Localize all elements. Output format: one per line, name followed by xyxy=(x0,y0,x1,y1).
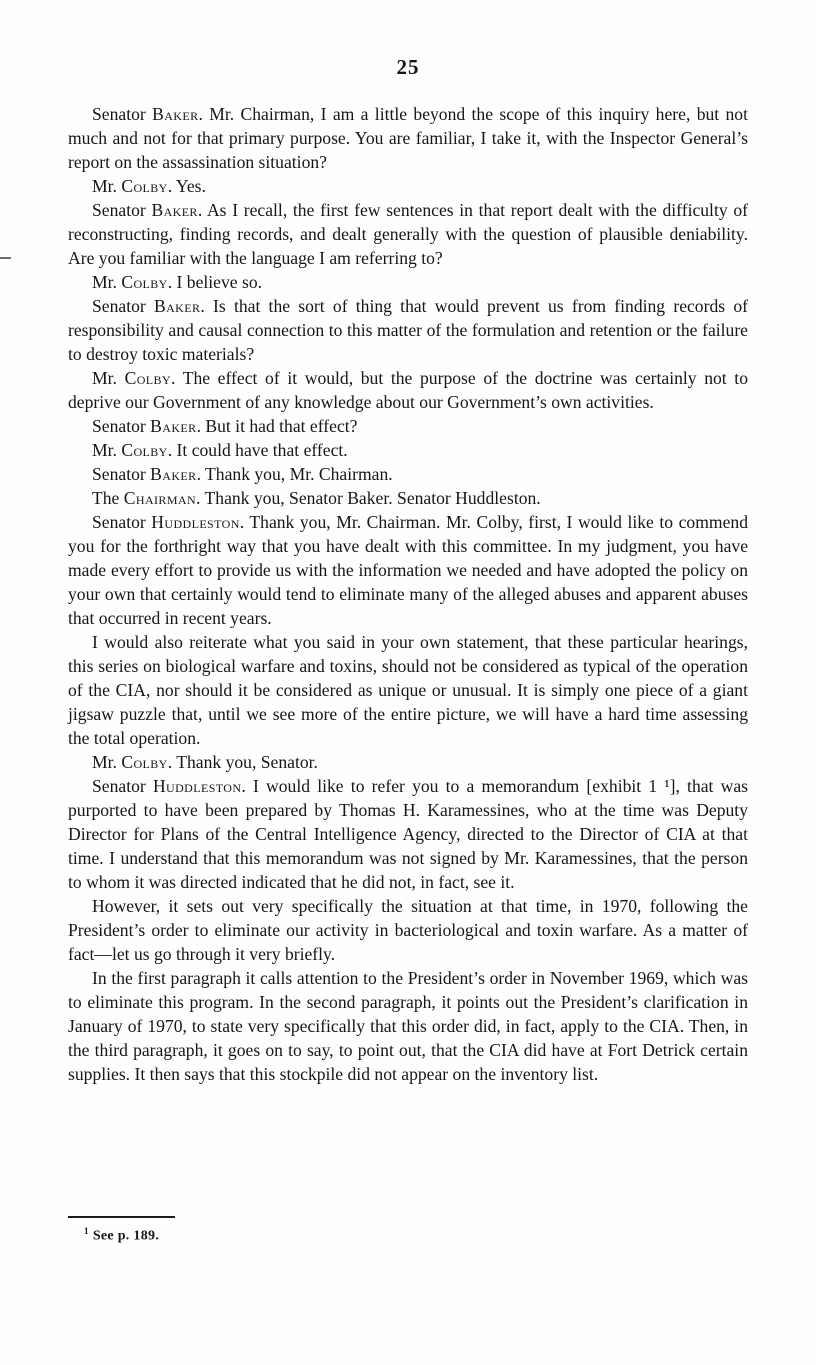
speaker-prefix: Mr. xyxy=(92,368,125,388)
transcript-paragraph: Senator Huddleston. Thank you, Mr. Chairman. Mr. Colby, first, I would like to commend you for the forthright way that you have dealt with this committee. In my judgment, you have made every effort to provide us with the information we needed and have adopted the policy on your own that certainly would tend to eliminate many of the alleged abuses and apparent abuses that occurred in recent years. xyxy=(68,512,748,628)
transcript-paragraph: Senator Baker. But it had that effect? xyxy=(92,416,358,436)
speaker-prefix: Mr. xyxy=(92,272,122,292)
speaker-name: Baker xyxy=(150,416,197,436)
transcript-paragraph: Senator Baker. As I recall, the first few sentences in that report dealt with the difficulty of reconstructing, finding records, and dealt generally with the question of plausible deniability. Are you familiar with the language I am referring to? xyxy=(68,200,748,268)
speaker-prefix: Senator xyxy=(92,104,153,124)
speaker-prefix: The xyxy=(92,488,124,508)
speaker-prefix: Senator xyxy=(92,416,151,436)
footnote xyxy=(68,1226,748,1245)
transcript-body xyxy=(68,102,748,1086)
footnote-rule xyxy=(68,1216,175,1218)
speaker-name: Huddleston xyxy=(152,776,242,796)
transcript-paragraph: Mr. Colby. I believe so. xyxy=(92,272,263,292)
transcript-paragraph: Senator Baker. Thank you, Mr. Chairman. xyxy=(92,464,393,484)
footnote-area xyxy=(68,1216,748,1245)
speaker-name: Baker xyxy=(152,104,199,124)
transcript-paragraph: Senator Baker. Is that the sort of thing that would prevent us from finding records of responsibility and causal connection to this matter of the formulation and retention or the failure to destroy toxic materials? xyxy=(68,296,748,364)
transcript-paragraph: I would also reiterate what you said in your own statement, that these particular hearings, this series on biological warfare and toxins, should not be considered as typical of the operation of the CIA, nor should it be considered as unique or unusual. It is simply one piece of a giant jigsaw puzzle that, until we see more of the entire picture, we will have a hard time assessing the total operation. xyxy=(68,632,748,748)
speaker-prefix: Senator xyxy=(92,512,152,532)
speaker-name: Baker xyxy=(153,296,201,316)
transcript-paragraph: Mr. Colby. It could have that effect. xyxy=(92,440,348,460)
speaker-prefix: Mr. xyxy=(92,440,122,460)
speaker-name: Baker xyxy=(150,464,197,484)
transcript-paragraph: However, it sets out very specifically the situation at that time, in 1970, following the President’s order to eliminate our activity in bacteriological and toxin warfare. As a matter of fact—let us go through it very briefly. xyxy=(68,896,748,964)
speaker-name: Colby xyxy=(124,368,171,388)
footnote-text: See p. 189. xyxy=(92,1228,160,1244)
speaker-prefix: Mr. xyxy=(92,752,122,772)
speaker-name: Colby xyxy=(121,176,168,196)
transcript-paragraph: In the first paragraph it calls attention to the President’s order in November 1969, which was to eliminate this program. In the second paragraph, it points out the President’s clarification in January of 1970, to state very specifically that this order did, in fact, apply to the CIA. Then, in the third paragraph, it goes on to say, to point out, that the CIA did have at Fort Detrick certain supplies. It then says that this stockpile did not appear on the inventory list. xyxy=(68,968,748,1084)
speaker-prefix: Senator xyxy=(92,296,154,316)
transcript-paragraph: Senator Huddleston. I would like to refer you to a memorandum [exhibit 1 ¹], that was purported to have been prepared by Thomas H. Karamessines, who at the time was Deputy Director for Plans of the Central Intelligence Agency, directed to the Director of CIA at that time. I understand that this memorandum was not signed by Mr. Karamessines, that the person to whom it was directed indicated that he did not, in fact, see it. xyxy=(68,776,748,892)
speaker-prefix: Senator xyxy=(92,200,152,220)
page-number: 25 xyxy=(396,55,420,79)
speaker-name: Colby xyxy=(121,272,168,292)
transcript-paragraph: The Chairman. Thank you, Senator Baker. Senator Huddleston. xyxy=(92,488,541,508)
transcript-paragraph: Senator Baker. Mr. Chairman, I am a little beyond the scope of this inquiry here, but not much and not for that primary purpose. You are familiar, I take it, with the Inspector General’s report on the assassination situation? xyxy=(68,104,748,172)
speaker-name: Huddleston xyxy=(151,512,240,532)
transcript-paragraph: Mr. Colby. Thank you, Senator. xyxy=(92,752,318,772)
speaker-prefix: Senator xyxy=(92,464,151,484)
speaker-name: Colby xyxy=(121,440,168,460)
speaker-name: Colby xyxy=(121,752,168,772)
footnote-marker: 1 xyxy=(84,1226,89,1236)
transcript-paragraph: Mr. Colby. The effect of it would, but the purpose of the doctrine was certainly not to deprive our Government of any knowledge about our Government’s own activities. xyxy=(68,368,748,412)
scan-artifact-mark xyxy=(0,257,11,259)
speaker-name: Chairman xyxy=(123,488,197,508)
speaker-prefix: Senator xyxy=(92,776,153,796)
transcript-paragraph: Mr. Colby. Yes. xyxy=(92,176,206,196)
speaker-name: Baker xyxy=(151,200,198,220)
speaker-prefix: Mr. xyxy=(92,176,122,196)
